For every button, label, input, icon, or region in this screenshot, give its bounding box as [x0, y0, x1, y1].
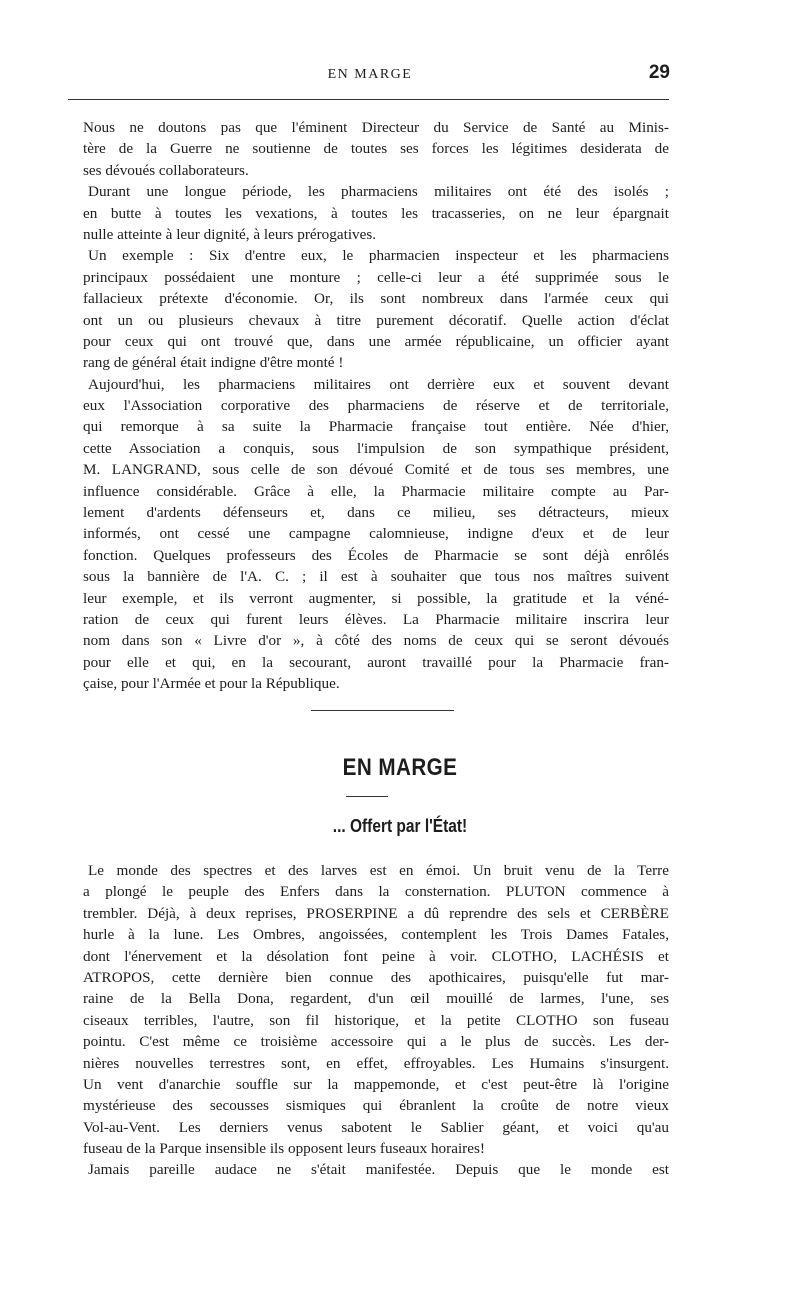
- text-line: principaux possédaient une monture ; celle-ci leur a été supprimée sous le: [83, 268, 669, 286]
- text-line: pour ceux qui ont trouvé que, dans une armée républicaine, un officier ayant: [83, 332, 669, 350]
- text-line: Un vent d'anarchie souffle sur la mappemonde, et c'est peut-être là l'origine: [83, 1075, 669, 1093]
- running-title: EN MARGE: [327, 67, 413, 82]
- header-rule: [68, 99, 669, 100]
- text-line: influence considérable. Grâce à elle, la Pharmacie militaire compte au Par-: [83, 482, 669, 500]
- text-line: trembler. Déjà, à deux reprises, PROSERPINE a dû reprendre des sels et CERBÈRE: [83, 904, 669, 922]
- text-line: ciseaux terribles, l'autre, son fil historique, et la petite CLOTHO son fuseau: [83, 1011, 669, 1029]
- section-title: EN MARGE: [342, 754, 458, 781]
- text-line: leur exemple, et ils verront augmenter, si possible, la gratitude et la véné-: [83, 589, 669, 607]
- text-line: ration de ceux qui furent leurs élèves. La Pharmacie militaire inscrira leur: [83, 610, 669, 628]
- text-line: dont l'énervement et la désolation font peine à voir. CLOTHO, LACHÉSIS et: [83, 947, 669, 965]
- text-line: pointu. C'est même ce troisième accessoire qui a le plus de succès. Les der-: [83, 1033, 669, 1051]
- text-line: Un exemple : Six d'entre eux, le pharmacien inspecteur et les pharmaciens: [88, 247, 669, 265]
- text-line: Nous ne doutons pas que l'éminent Directeur du Service de Santé au Minis-: [83, 119, 669, 136]
- text-line: Le monde des spectres et des larves est en émoi. Un bruit venu de la Terre: [88, 862, 669, 879]
- text-line: informés, ont cessé une campagne calomnieuse, indigne d'eux et de leur: [83, 525, 669, 543]
- text-line: sous la bannière de l'A. C. ; il est à souhaiter que tous nos maîtres suivent: [83, 568, 669, 586]
- text-line: Durant une longue période, les pharmaciens militaires ont été des isolés ;: [88, 183, 669, 201]
- page-header: [68, 58, 672, 94]
- text-line: ATROPOS, cette dernière bien connue des apothicaires, puisqu'elle fut mar-: [83, 968, 669, 986]
- text-line: çaise, pour l'Armée et pour la République.: [83, 675, 340, 693]
- text-line: hurle à la lune. Les Ombres, angoissées, contemplent les Trois Dames Fatales,: [83, 926, 669, 944]
- text-line: nulle atteinte à leur dignité, à leurs prérogatives.: [83, 225, 377, 243]
- text-line: Aujourd'hui, les pharmaciens militaires ont derrière eux et souvent devant: [88, 375, 669, 393]
- text-line: ses dévoués collaborateurs.: [83, 161, 249, 179]
- text-line: Vol-au-Vent. Les derniers venus sabotent le Sablier géant, et voici qu'au: [83, 1118, 669, 1136]
- section-separator-rule: [311, 710, 454, 711]
- text-line: qui remorque à sa suite la Pharmacie française tout entière. Née d'hier,: [83, 418, 669, 436]
- text-line: nières nouvelles terrestres sont, en effet, effroyables. Les Humains s'insurgent.: [83, 1054, 669, 1072]
- text-line: fuseau de la Parque insensible ils opposent leurs fuseaux horaires!: [83, 1140, 485, 1158]
- text-line: mystérieuse des secousses sismiques qui ébranlent la croûte de notre vieux: [83, 1097, 669, 1115]
- text-line: lement d'ardents défenseurs et, dans ce milieu, ses détracteurs, mieux: [83, 504, 669, 522]
- section-subtitle: ... Offert par l'État!: [332, 816, 468, 836]
- text-line: en butte à toutes les vexations, à toutes les tracasseries, on ne leur épargnait: [83, 204, 669, 222]
- text-line: raine de la Bella Dona, regardent, d'un œil mouillé de larmes, l'une, ses: [83, 990, 669, 1008]
- text-line: M. LANGRAND, sous celle de son dévoué Comité et de tous ses membres, une: [83, 461, 669, 479]
- text-line: eux l'Association corporative des pharmaciens de réserve et de territoriale,: [83, 397, 669, 415]
- text-line: tère de la Guerre ne soutienne de toutes ses forces les légitimes desiderata de: [83, 140, 669, 158]
- text-line: ont un ou plusieurs chevaux à titre purement décoratif. Quelle action d'éclat: [83, 311, 669, 329]
- text-line: a plongé le peuple des Enfers dans la consternation. PLUTON commence à: [83, 883, 669, 901]
- text-line: cette Association a conquis, sous l'impulsion de son sympathique président,: [83, 439, 669, 457]
- text-line: fonction. Quelques professeurs des Écoles de Pharmacie se sont déjà enrôlés: [83, 546, 669, 564]
- bottom-article-text: [83, 860, 669, 1181]
- text-line: nom dans son « Livre d'or », à côté des noms de ceux qui se seront dévoués: [83, 632, 669, 650]
- text-line: fallacieux prétexte d'économie. Or, ils sont nombreux dans l'armée ceux qui: [83, 290, 669, 308]
- text-line: Jamais pareille audace ne s'était manifestée. Depuis que le monde est: [88, 1161, 669, 1179]
- text-line: pour elle et qui, en la secourant, auront travaillé pour la Pharmacie fran-: [83, 653, 669, 671]
- title-underline-rule: [346, 796, 388, 797]
- top-article-text: [83, 117, 669, 695]
- text-line: rang de général était indigne d'être monté !: [83, 354, 344, 372]
- page-number: 29: [648, 62, 670, 83]
